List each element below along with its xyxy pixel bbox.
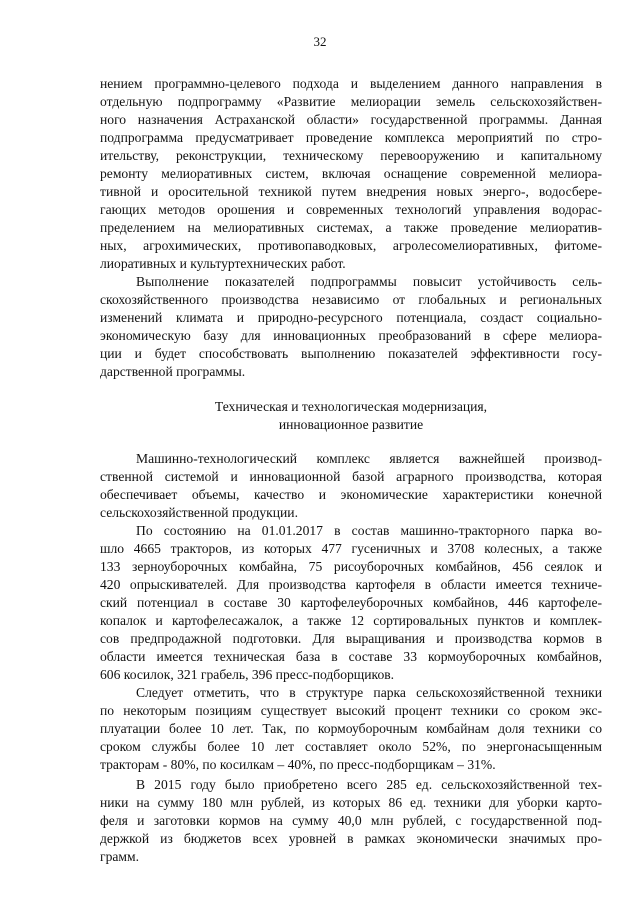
text-line: дарственной программы. <box>100 364 246 379</box>
text-line: отдельную подпрограмму «Развитие мелиорации земель сельскохозяйствен- <box>100 94 602 109</box>
section-heading: Техническая и технологическая модернизация, <box>214 399 488 414</box>
text-line: ительству, реконструкции, техническому перевооружению и капитальному <box>100 148 602 163</box>
text-line: По состоянию на 01.01.2017 в состав машинно-тракторного парка во- <box>136 523 602 538</box>
text-line: копалок и картофелесажалок, а также 12 сортировальных пунктов и комплек- <box>100 613 602 628</box>
text-line: плуатации более 10 лет. Так, по кормоуборочным комбайнам доля техники со <box>100 721 602 736</box>
text-line: 420 опрыскивателей. Для производства картофеля в области имеется техниче- <box>100 577 602 592</box>
text-line: держкой из бюджетов всех уровней в рамках экономически значимых про- <box>100 831 602 846</box>
text-line: ственной системой и инновационной базой аграрного производства, которая <box>100 469 602 484</box>
text-line: обеспечивает объемы, качество и экономические характеристики конечной <box>100 487 602 502</box>
text-line: ных, агрохимических, противопаводковых, агролесомелиоративных, фитоме- <box>100 238 602 253</box>
text-line: сроком службы более 10 лет составляет около 52%, по энергонасыщенным <box>100 739 602 754</box>
text-line: феля и заготовки кормов на сумму 40,0 млн рублей, с государственной под- <box>100 813 602 828</box>
text-line: области имеется техническая база в составе 33 кормоуборочных комбайнов, <box>100 649 602 664</box>
text-line: 606 косилок, 321 грабель, 396 пресс-подборщиков. <box>100 667 395 682</box>
text-line: ремонту мелиоративных систем, включая оснащение современной мелиора- <box>100 166 602 181</box>
text-line: нением программно-целевого подхода и выделением данного направления в <box>100 76 602 91</box>
text-line: Следует отметить, что в структуре парка сельскохозяйственной техники <box>136 685 602 700</box>
text-line: В 2015 году было приобретено всего 285 ед. сельскохозяйственной тех- <box>136 777 602 792</box>
text-line: грамм. <box>100 849 140 864</box>
text-line: по некоторым позициям существует высокий процент техники со сроком экс- <box>100 703 602 718</box>
text-line: Выполнение показателей подпрограммы повысит устойчивость сель- <box>136 274 602 289</box>
section-heading: инновационное развитие <box>278 417 424 432</box>
text-line: ники на сумму 180 млн рублей, из которых 86 ед. техники для уборки карто- <box>100 795 602 810</box>
text-line: изменений климата и природно-ресурсного потенциала, создаст социально- <box>100 310 602 325</box>
text-line: Машинно-технологический комплекс является важнейшей производ- <box>136 451 602 466</box>
text-line: ции и будет способствовать выполнению показателей эффективности госу- <box>100 346 602 361</box>
text-line: подпрограмма предусматривает проведение комплекса мероприятий по стро- <box>100 130 602 145</box>
page-number: 32 <box>313 34 327 49</box>
text-line: скохозяйственного производства независимо от глобальных и региональных <box>100 292 602 307</box>
text-line: тракторам - 80%, по косилкам – 40%, по пресс-подборщикам – 31%. <box>100 757 496 772</box>
text-line: сельскохозяйственной продукции. <box>100 505 298 520</box>
text-line: тивной и оросительной техникой путем внедрения новых энерго-, водосбере- <box>100 184 602 199</box>
text-line: лиоративных и культуртехнических работ. <box>100 256 346 271</box>
text-line: шло 4665 тракторов, из которых 477 гусеничных и 3708 колесных, а также <box>100 541 602 556</box>
text-line: пределением на мелиоративных системах, а также проведение мелиоратив- <box>100 220 602 235</box>
text-line: сов предпродажной подготовки. Для выращивания и производства кормов в <box>100 631 602 646</box>
text-line: экономическую базу для инновационных преобразований в сфере мелиора- <box>100 328 602 343</box>
text-line: гающих методов орошения и современных технологий управления водорас- <box>100 202 602 217</box>
text-line: ного назначения Астраханской области» государственной программы. Данная <box>100 112 602 127</box>
text-line: 133 зерноуборочных комбайна, 75 рисоуборочных комбайнов, 456 сеялок и <box>100 559 602 574</box>
text-line: ский потенциал в составе 30 картофелеуборочных комбайнов, 446 картофеле- <box>100 595 602 610</box>
